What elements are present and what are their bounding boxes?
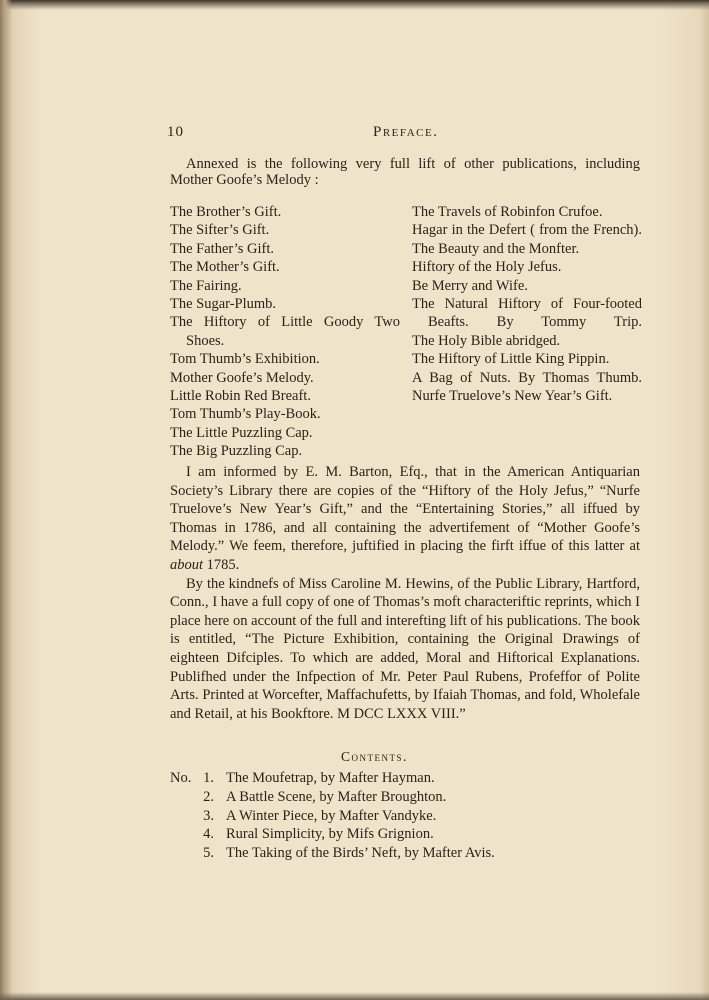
intro-line-1: Annexed is the following very full lift of other publications, including [186, 156, 640, 172]
list-item: The Beauty and the Monfter. [412, 240, 580, 257]
contents-no-spacer [170, 788, 200, 807]
contents-title: A Battle Scene, by Mafter Broughton. [226, 788, 447, 805]
contents-item [170, 769, 640, 788]
paragraph-hewins: By the kindnefs of Miss Caroline M. Hewins, of the Public Library, Hartford, Conn., I have a full copy of one of Thomas’s moft characteriftic reprints, which I place here on account of the full and interefting lift of his publications. The book is entitled, “The Picture Exhibition, containing the Original Drawings of eighteen Difciples. To which are added, Moral and Hiftorical Explanations. Publifhed under the Infpection of Mr. Peter Paul Rubens, Profeffor of Polite Arts. Printed at Worcefter, Maffachufetts, by Ifaiah Thomas, and fold, Wholefale and Retail, at his Bookftore. M DCC LXXX VIII.” [170, 575, 640, 722]
page-binding-edge [0, 0, 12, 1000]
page-bottom-edge [0, 992, 709, 1000]
contents-number: 3. [203, 807, 214, 824]
list-item: The Little Puzzling Cap. [170, 424, 313, 441]
contents-no-spacer [170, 807, 200, 826]
page-number: 10 [167, 124, 184, 140]
list-item: The Hiftory of Little Goody Two Shoes. [170, 314, 400, 349]
paragraph-text: I am informed by E. M. Barton, Efq., that in the American Antiquarian Society’s Library there are copies of the “Hiftory of the Holy Jefus,” “Nurfe Truelove’s New Year’s Gift,” and the “Entertaining Stories,” all iffued by Thomas in 1786, and all containing the advertifement of “Mother Goofe’s Melody.” We feem, therefore, juftified in placing the firft iffue of this latter at [170, 464, 640, 555]
publications-list-left [170, 203, 400, 461]
contents-number: 4. [203, 826, 214, 843]
list-item: Nurfe Truelove’s New Year’s Gift. [412, 388, 613, 405]
contents-list [170, 769, 640, 863]
list-item: The Brother’s Gift. [170, 204, 282, 220]
contents-item [170, 788, 640, 807]
contents-title: The Moufetrap, by Mafter Hayman. [226, 770, 435, 786]
page-header [0, 124, 709, 148]
list-item: The Travels of Robinfon Crufoe. [412, 204, 603, 220]
contents-number: 1. [203, 770, 214, 786]
paragraph-text-end: 1785. [206, 556, 240, 573]
list-item: The Sifter’s Gift. [170, 222, 270, 239]
list-item: The Mother’s Gift. [170, 259, 280, 276]
contents-no-spacer [170, 825, 200, 844]
list-item: The Sugar-Plumb. [170, 296, 277, 313]
list-item: The Natural Hiftory of Four-footed Beafts. By Tommy Trip. [412, 296, 642, 331]
contents-heading: Contents. [341, 749, 408, 764]
contents-no-label: No. [170, 770, 192, 786]
contents-title: The Taking of the Birds’ Neft, by Mafter Avis. [226, 845, 495, 862]
contents-number: 5. [203, 845, 214, 862]
paragraph-barton [170, 463, 640, 575]
body-text [170, 463, 640, 723]
list-item: The Big Puzzling Cap. [170, 443, 303, 460]
list-item: Hiftory of the Holy Jefus. [412, 259, 562, 276]
running-head: Preface. [373, 124, 439, 140]
contents-item [170, 844, 640, 863]
list-item: Mother Goofe’s Melody. [170, 369, 314, 386]
contents-number: 2. [203, 788, 214, 805]
list-item: The Hiftory of Little King Pippin. [412, 351, 610, 368]
list-item: The Father’s Gift. [170, 240, 275, 257]
contents-title: Rural Simplicity, by Mifs Grignion. [226, 826, 434, 843]
list-item: Be Merry and Wife. [412, 277, 528, 294]
contents-item [170, 807, 640, 826]
list-item: The Fairing. [170, 277, 242, 294]
list-item: A Bag of Nuts. By Thomas Thumb. [412, 369, 642, 386]
list-item: Tom Thumb’s Play-Book. [170, 406, 321, 423]
contents-title: A Winter Piece, by Mafter Vandyke. [226, 807, 437, 824]
contents-item [170, 825, 640, 844]
list-item: Hagar in the Defert ( from the French). [412, 222, 642, 239]
page-top-edge [0, 0, 709, 10]
contents-no-spacer [170, 844, 200, 863]
italic-word: about [170, 556, 204, 573]
intro-line-2: Mother Goofe’s Melody : [170, 172, 319, 188]
publications-list-right [412, 203, 642, 405]
list-item: Tom Thumb’s Exhibition. [170, 351, 320, 368]
list-item: Little Robin Red Breaft. [170, 388, 311, 405]
intro-paragraph [170, 156, 640, 188]
list-item: The Holy Bible abridged. [412, 332, 561, 349]
